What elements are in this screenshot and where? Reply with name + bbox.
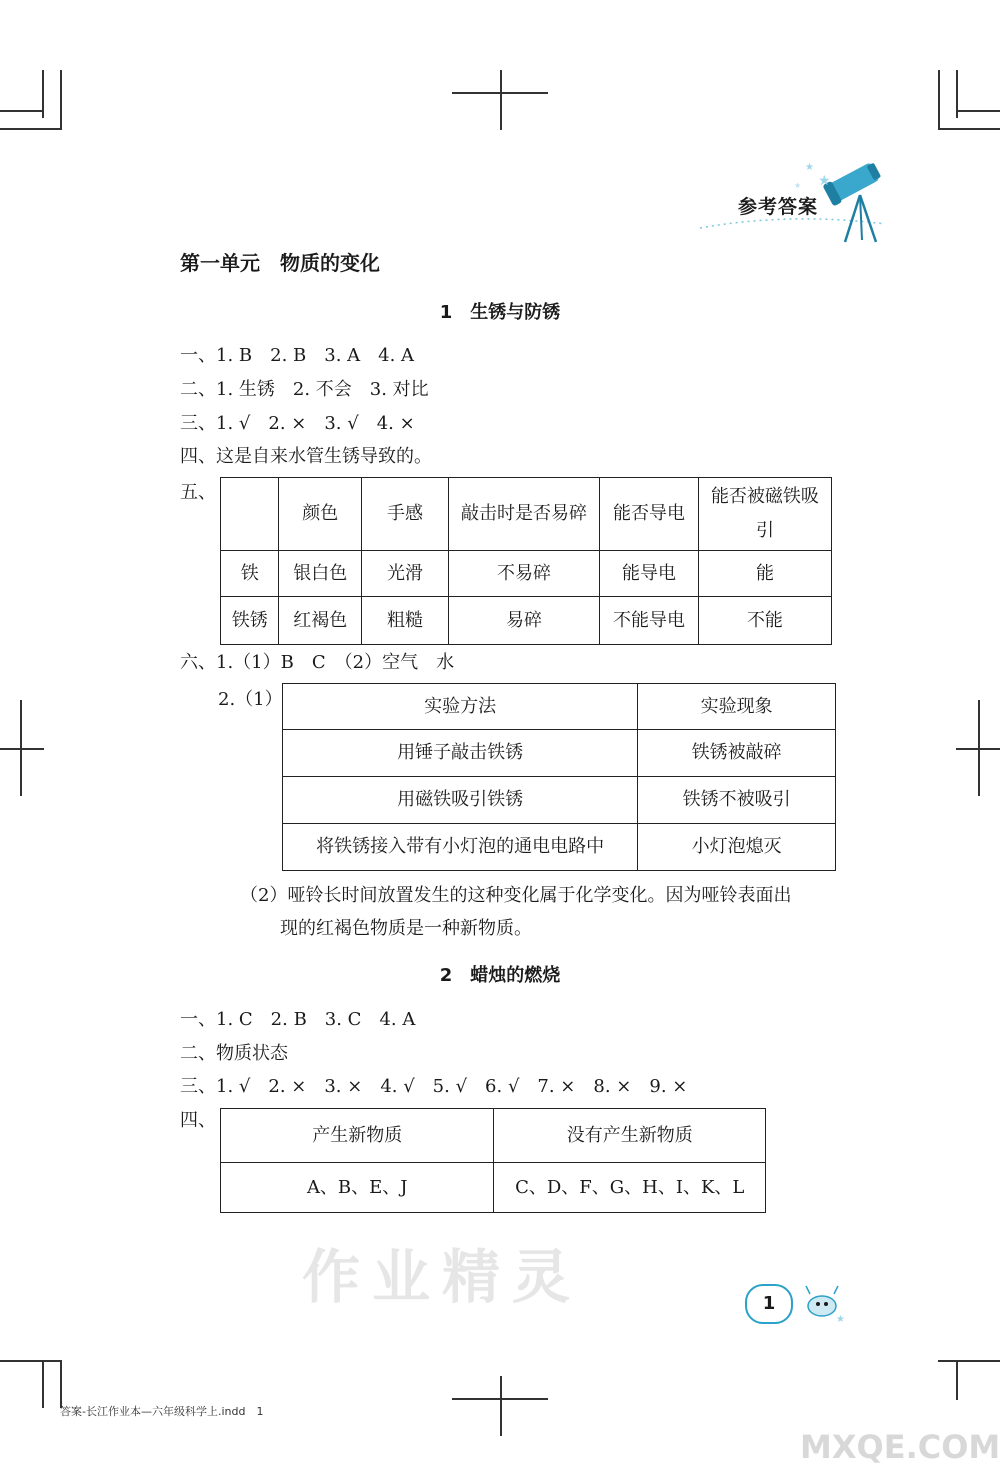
answer-line: 四、这是自来水管生锈导致的。 [180, 446, 432, 467]
crop-mark [938, 128, 1000, 130]
table-cell: A、B、E、J [221, 1163, 494, 1213]
crop-mark [500, 70, 502, 130]
table-header-row [221, 1109, 766, 1163]
table-cell: 红褐色 [279, 597, 362, 645]
table-cell: 铁锈 [221, 597, 279, 645]
answer-line: 二、物质状态 [180, 1043, 288, 1064]
table-row [221, 1163, 766, 1213]
page-number: 1 [745, 1284, 793, 1324]
table-row [221, 597, 832, 645]
table-cell [221, 478, 279, 551]
table-cell: 将铁锈接入带有小灯泡的通电电路中 [283, 824, 638, 871]
crop-mark [452, 92, 548, 94]
table-header-row [283, 684, 836, 730]
table-row [221, 551, 832, 597]
table-cell: 实验现象 [638, 684, 836, 730]
header-title: 参考答案 [738, 196, 819, 218]
answer-line: 二、1. 生锈 2. 不会 3. 对比 [180, 379, 429, 400]
answer-line: 现的红褐色物质是一种新物质。 [280, 918, 532, 939]
answer-label: 五、 [180, 482, 216, 503]
crop-mark [956, 1360, 958, 1400]
table-cell: 不易碎 [448, 551, 599, 597]
svg-text:★: ★ [794, 181, 802, 190]
crop-mark [60, 1360, 62, 1408]
table-cell: 铁 [221, 551, 279, 597]
table-cell: 能否被磁铁吸引 [698, 478, 831, 551]
answer-label: 四、 [180, 1110, 216, 1131]
new-substance-table [220, 1108, 766, 1213]
table-cell: 银白色 [279, 551, 362, 597]
table-cell: 粗糙 [362, 597, 449, 645]
mascot-icon [792, 1280, 852, 1324]
watermark: 作业精灵 [302, 1243, 583, 1311]
footer-file: 答案-长江作业本—六年级科学上.indd 1 [60, 1405, 264, 1418]
lesson-title: 2 蜡烛的燃烧 [439, 965, 561, 986]
svg-text:★: ★ [805, 162, 814, 173]
crop-mark [978, 700, 980, 796]
crop-mark [500, 1376, 502, 1436]
answer-label: 2.（1） [218, 689, 283, 710]
crop-mark [938, 70, 940, 130]
lesson-title: 1 生锈与防锈 [439, 302, 561, 323]
table-row [283, 777, 836, 824]
table-cell: 易碎 [448, 597, 599, 645]
crop-mark [452, 1398, 548, 1400]
table-row [283, 730, 836, 777]
crop-mark [938, 1360, 1000, 1362]
table-cell: 用磁铁吸引铁锈 [283, 777, 638, 824]
answer-line: 一、1. B 2. B 3. A 4. A [180, 345, 415, 366]
crop-mark [956, 110, 1000, 112]
table-cell: 产生新物质 [221, 1109, 494, 1163]
experiment-table [282, 683, 836, 871]
table-row [283, 824, 836, 871]
svg-text:★: ★ [818, 173, 831, 189]
table-cell: 颜色 [279, 478, 362, 551]
answer-line: （2）哑铃长时间放置发生的这种变化属于化学变化。因为哑铃表面出 [240, 885, 792, 906]
crop-mark [0, 110, 44, 112]
crop-mark [0, 1360, 60, 1362]
crop-mark [60, 70, 62, 130]
answer-line: 六、1.（1）B C （2）空气 水 [180, 652, 455, 673]
table-cell: 手感 [362, 478, 449, 551]
table-cell: 光滑 [362, 551, 449, 597]
table-cell: 实验方法 [283, 684, 638, 730]
table-cell: 铁锈不被吸引 [638, 777, 836, 824]
unit-title: 第一单元 物质的变化 [180, 251, 380, 275]
table-cell: 没有产生新物质 [494, 1109, 766, 1163]
table-cell: 不能 [698, 597, 831, 645]
table-cell: 用锤子敲击铁锈 [283, 730, 638, 777]
table-cell: 小灯泡熄灭 [638, 824, 836, 871]
svg-text:★: ★ [836, 1314, 845, 1324]
answer-line: 一、1. C 2. B 3. C 4. A [180, 1009, 416, 1030]
table-cell: 能否导电 [600, 478, 699, 551]
table-header-row [221, 478, 832, 551]
crop-mark [0, 128, 60, 130]
crop-mark [0, 748, 44, 750]
table-cell: 能导电 [600, 551, 699, 597]
table-cell: 能 [698, 551, 831, 597]
table-cell: 不能导电 [600, 597, 699, 645]
crop-mark [20, 700, 22, 796]
properties-table [220, 477, 832, 645]
crop-mark [42, 1360, 44, 1408]
table-cell: C、D、F、G、H、I、K、L [494, 1163, 766, 1213]
answer-line: 三、1. √ 2. × 3. √ 4. × [180, 413, 415, 434]
answer-line: 三、1. √ 2. × 3. × 4. √ 5. √ 6. √ 7. × 8. × 9. × [180, 1076, 688, 1097]
site-watermark: MXQE.COM [800, 1428, 1000, 1466]
table-cell: 敲击时是否易碎 [448, 478, 599, 551]
table-cell: 铁锈被敲碎 [638, 730, 836, 777]
